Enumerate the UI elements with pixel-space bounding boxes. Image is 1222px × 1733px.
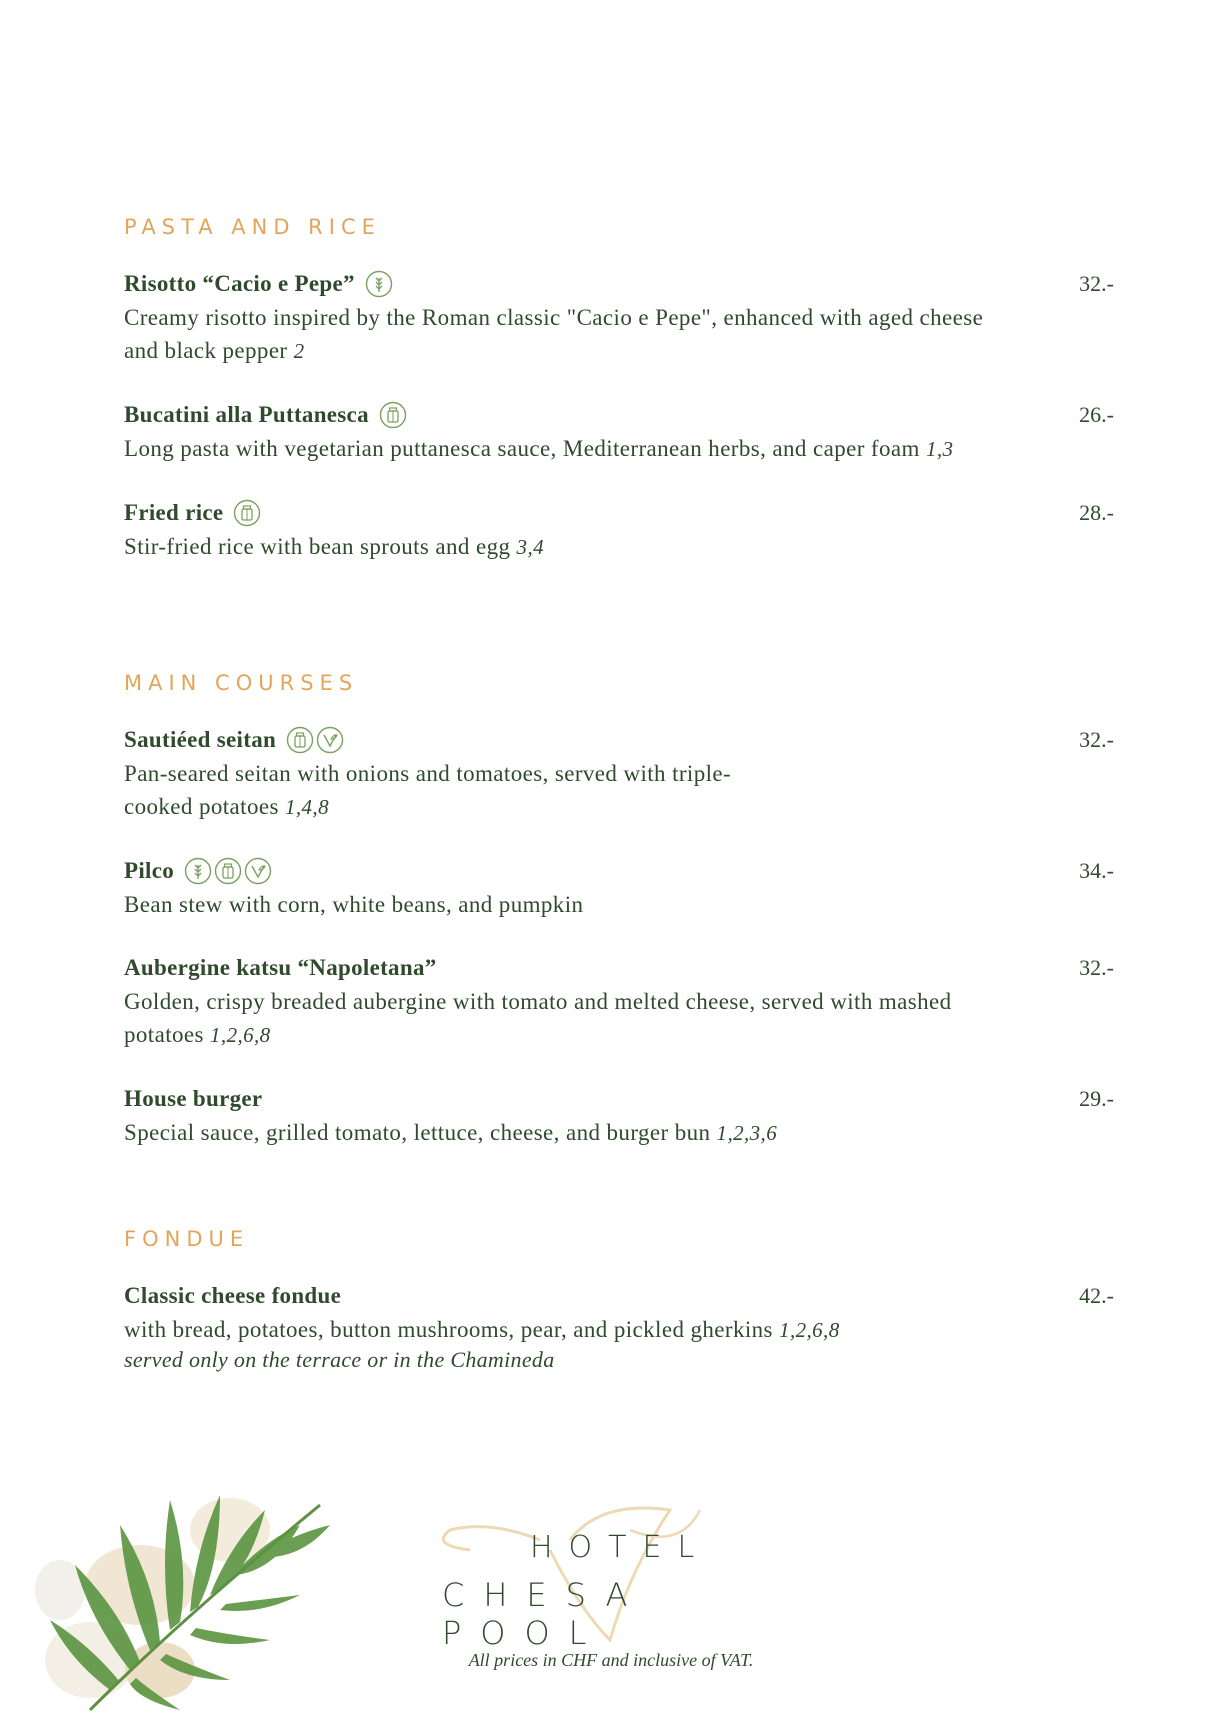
menu-item: [124, 1082, 1114, 1150]
jar-icon: [214, 857, 242, 885]
section-title: MAIN COURSES: [124, 671, 359, 695]
item-name: Bucatini alla Puttanesca: [124, 402, 369, 427]
wheat-icon: [365, 270, 393, 298]
section-main-courses: [124, 671, 1114, 1180]
menu-item: [124, 496, 1114, 564]
item-description: Golden, crispy breaded aubergine with tomato and melted cheese, served with mashed potatoes 1,2,6,8: [124, 989, 952, 1047]
vegan-icon: [316, 726, 344, 754]
allergen-codes: 2: [293, 339, 305, 363]
menu-item: [124, 723, 1114, 824]
item-description: with bread, potatoes, button mushrooms, pear, and pickled gherkins 1,2,6,8: [124, 1317, 840, 1342]
item-price: 32.-: [1079, 727, 1114, 752]
menu-item: [124, 398, 1114, 466]
item-price: 29.-: [1079, 1086, 1114, 1111]
allergen-codes: 1,2,3,6: [716, 1121, 778, 1145]
vegan-icon: [244, 857, 272, 885]
allergen-codes: 1,3: [925, 437, 954, 461]
item-price: 28.-: [1079, 500, 1114, 525]
allergen-codes: 1,4,8: [284, 795, 329, 819]
item-name: Fried rice: [124, 500, 224, 525]
menu-item: [124, 854, 1114, 921]
item-description: Long pasta with vegetarian puttanesca sauce, Mediterranean herbs, and caper foam 1,3: [124, 436, 954, 461]
item-price: 42.-: [1079, 1283, 1114, 1308]
jar-icon: [286, 726, 314, 754]
wheat-icon: [184, 857, 212, 885]
logo-hotel: HOTEL: [530, 1530, 711, 1565]
allergen-codes: 1,2,6,8: [779, 1318, 840, 1342]
menu-item: [124, 267, 1114, 368]
section-title: FONDUE: [124, 1227, 250, 1251]
item-price: 26.-: [1079, 402, 1114, 427]
section-title: PASTA AND RICE: [124, 215, 381, 239]
item-name: Classic cheese fondue: [124, 1283, 342, 1308]
footer-note: All prices in CHF and inclusive of VAT.: [468, 1650, 754, 1670]
hotel-logo: [430, 1490, 830, 1650]
item-note: served only on the terrace or in the Chamineda: [124, 1347, 555, 1372]
item-description: Creamy risotto inspired by the Roman classic "Cacio e Pepe", enhanced with aged cheese and black pepper 2: [124, 305, 984, 363]
item-description: Bean stew with corn, white beans, and pumpkin: [124, 892, 584, 917]
item-price: 34.-: [1079, 858, 1114, 883]
item-name: House burger: [124, 1086, 263, 1111]
allergen-codes: 1,2,6,8: [210, 1023, 271, 1047]
item-name: Pilco: [124, 858, 175, 883]
section-fondue: [124, 1227, 1114, 1403]
item-description: Pan-seared seitan with onions and tomatoes, served with triple-cooked potatoes 1,4,8: [124, 761, 732, 819]
jar-icon: [233, 499, 261, 527]
item-name: Risotto “Cacio e Pepe”: [124, 271, 355, 296]
section-pasta-and-rice: [124, 215, 1114, 594]
palm-leaf-illustration: [30, 1470, 340, 1729]
menu-item: [124, 1279, 1114, 1373]
logo-chesa-pool: CHESA POOL: [442, 1576, 647, 1652]
item-name: Aubergine katsu “Napoletana”: [124, 955, 437, 980]
item-description: Special sauce, grilled tomato, lettuce, cheese, and burger bun 1,2,3,6: [124, 1120, 778, 1145]
jar-icon: [379, 401, 407, 429]
item-name: Sautiéed seitan: [124, 727, 277, 752]
item-description: Stir-fried rice with bean sprouts and egg 3,4: [124, 534, 544, 559]
menu-item: [124, 951, 1114, 1052]
item-price: 32.-: [1079, 271, 1114, 296]
item-price: 32.-: [1079, 955, 1114, 980]
allergen-codes: 3,4: [516, 535, 544, 559]
